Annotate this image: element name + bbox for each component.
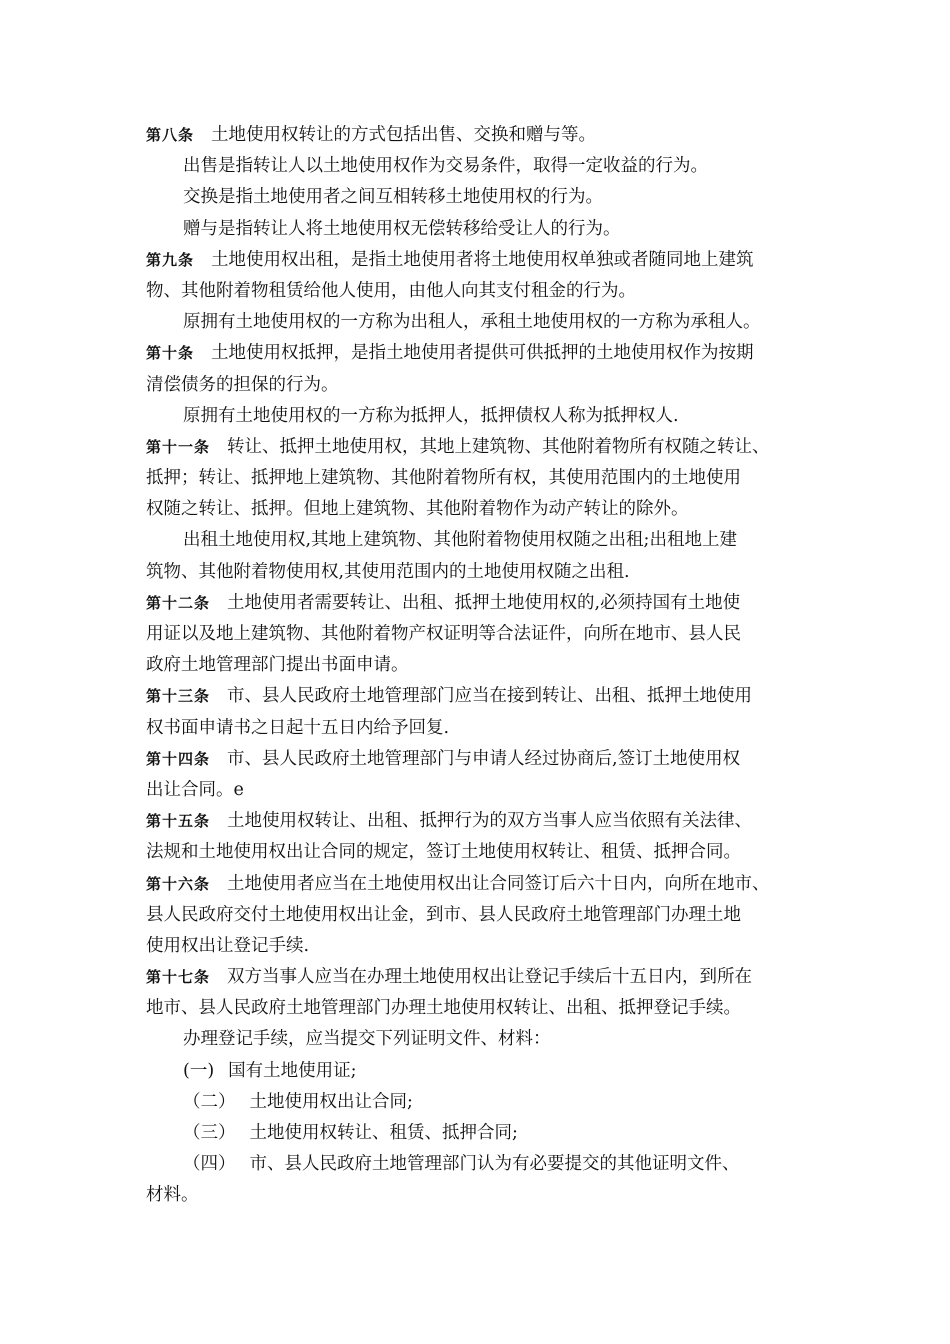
article-number: 第八条 <box>146 126 195 144</box>
article-first-line <box>146 869 816 900</box>
article-first-line <box>146 432 816 463</box>
article-continuation-line: 法规和土地使用权出让合同的规定，签订土地使用权转让、租赁、抵押合同。 <box>146 842 741 863</box>
article-block <box>146 962 816 1056</box>
article-continuation-line: 物、其他附着物租赁给他人使用，由他人向其支付租金的行为。 <box>146 280 636 301</box>
article-continuation-line: 地市、县人民政府土地管理部门办理土地使用权转让、出租、抵押登记手续。 <box>146 998 741 1019</box>
article-text: 土地使用者应当在土地使用权出让合同签订后六十日内，向所在地市、 <box>227 873 770 894</box>
paragraph-line: 赠与是指转让人将土地使用权无偿转移给受让人的行为。 <box>183 218 621 239</box>
article-first-line <box>146 588 816 619</box>
article-number: 第十条 <box>146 344 195 363</box>
article-continuation-line: 县人民政府交付土地使用权出让金，到市、县人民政府土地管理部门办理土地 <box>146 904 741 925</box>
article-first-line <box>146 120 816 151</box>
article-first-line <box>146 962 816 993</box>
article-number: 第十六条 <box>146 874 211 893</box>
article-text: 市、县人民政府土地管理部门应当在接到转让、出租、抵押土地使用 <box>227 686 753 707</box>
list-item-label: （三） <box>183 1123 236 1143</box>
list-item-text: 土地使用权转让、租赁、抵押合同; <box>249 1123 518 1143</box>
paragraph-line: 交换是指土地使用者之间互相转移土地使用权的行为。 <box>183 187 603 208</box>
list-item-label: （二） <box>183 1091 236 1112</box>
article-block <box>146 245 816 339</box>
paragraph-line: 原拥有土地使用权的一方称为抵押人，抵押债权人称为抵押权人. <box>183 405 679 426</box>
list-item-continuation: 材料。 <box>146 1185 199 1206</box>
list-item <box>146 1056 816 1087</box>
list-item-label: （四） <box>183 1154 236 1175</box>
article-continuation-line: 使用权出让登记手续. <box>146 935 310 956</box>
list-item-text: 市、县人民政府土地管理部门认为有必要提交的其他证明文件、 <box>249 1154 740 1175</box>
article-number: 第十五条 <box>146 812 211 831</box>
regulation-text <box>146 120 816 1212</box>
article-continuation-line: 出让合同。e <box>146 779 244 800</box>
list-item-text: 国有土地使用证; <box>228 1060 357 1081</box>
article-block <box>146 744 816 806</box>
paragraph-line: 原拥有土地使用权的一方称为出租人，承租土地使用权的一方称为承租人。 <box>183 312 761 333</box>
article-first-line <box>146 681 816 712</box>
article-number: 第九条 <box>146 250 195 269</box>
paragraph-line: 筑物、其他附着物使用权,其使用范围内的土地使用权随之出租. <box>146 561 630 582</box>
article-first-line <box>146 744 816 775</box>
article-block <box>146 681 816 743</box>
article-first-line <box>146 245 816 276</box>
article-continuation-line: 抵押；转让、抵押地上建筑物、其他附着物所有权，其使用范围内的土地使用 <box>146 468 741 489</box>
article-block <box>146 588 816 682</box>
article-continuation-line: 政府土地管理部门提出书面申请。 <box>146 655 409 676</box>
list-item <box>146 1149 816 1180</box>
article-block <box>146 806 816 868</box>
article-number: 第十四条 <box>146 749 211 768</box>
article-continuation-line: 权随之转让、抵押。但地上建筑物、其他附着物作为动产转让的除外。 <box>146 499 689 520</box>
article-text: 土地使用者需要转让、出租、抵押土地使用权的,必须持国有土地使 <box>227 592 741 613</box>
paragraph-line: 出售是指转让人以土地使用权作为交易条件，取得一定收益的行为。 <box>183 156 708 177</box>
article-number: 第十一条 <box>146 437 211 456</box>
list-item-label: (一) <box>183 1060 215 1081</box>
article-first-line <box>146 338 816 369</box>
list-item <box>146 1118 816 1149</box>
article-continuation-line: 权书面申请书之日起十五日内给予回复. <box>146 717 450 738</box>
list-item <box>146 1087 816 1118</box>
article-text: 土地使用权出租，是指土地使用者将土地使用权单独或者随同地上建筑 <box>211 249 754 270</box>
article-text: 土地使用权转让、出租、抵押行为的双方当事人应当依照有关法律、 <box>227 811 753 832</box>
article-continuation-line: 用证以及地上建筑物、其他附着物产权证明等合法证件，向所在地市、县人民 <box>146 624 741 644</box>
article-text: 土地使用权转让的方式包括出售、交换和赠与等。 <box>211 125 597 145</box>
article-continuation-line: 清偿债务的担保的行为。 <box>146 374 339 395</box>
article-text: 转让、抵押土地使用权，其地上建筑物、其他附着物所有权随之转让、 <box>227 436 770 457</box>
article-block <box>146 120 816 245</box>
article-text: 双方当事人应当在办理土地使用权出让登记手续后十五日内，到所在 <box>227 967 753 988</box>
article-number: 第十三条 <box>146 687 211 706</box>
article-first-line <box>146 806 816 837</box>
article-block <box>146 869 816 963</box>
article-block <box>146 432 816 588</box>
paragraph-line: 办理登记手续，应当提交下列证明文件、材料： <box>183 1029 551 1050</box>
article-number: 第十七条 <box>146 968 211 987</box>
article-text: 市、县人民政府土地管理部门与申请人经过协商后,签订土地使用权 <box>227 748 741 769</box>
article-number: 第十二条 <box>146 593 211 612</box>
paragraph-line: 出租土地使用权,其地上建筑物、其他附着物使用权随之出租;出租地上建 <box>183 530 737 551</box>
list-item-text: 土地使用权出让合同; <box>249 1091 413 1112</box>
article-text: 土地使用权抵押，是指土地使用者提供可供抵押的土地使用权作为按期 <box>211 343 754 364</box>
article-block <box>146 338 816 432</box>
